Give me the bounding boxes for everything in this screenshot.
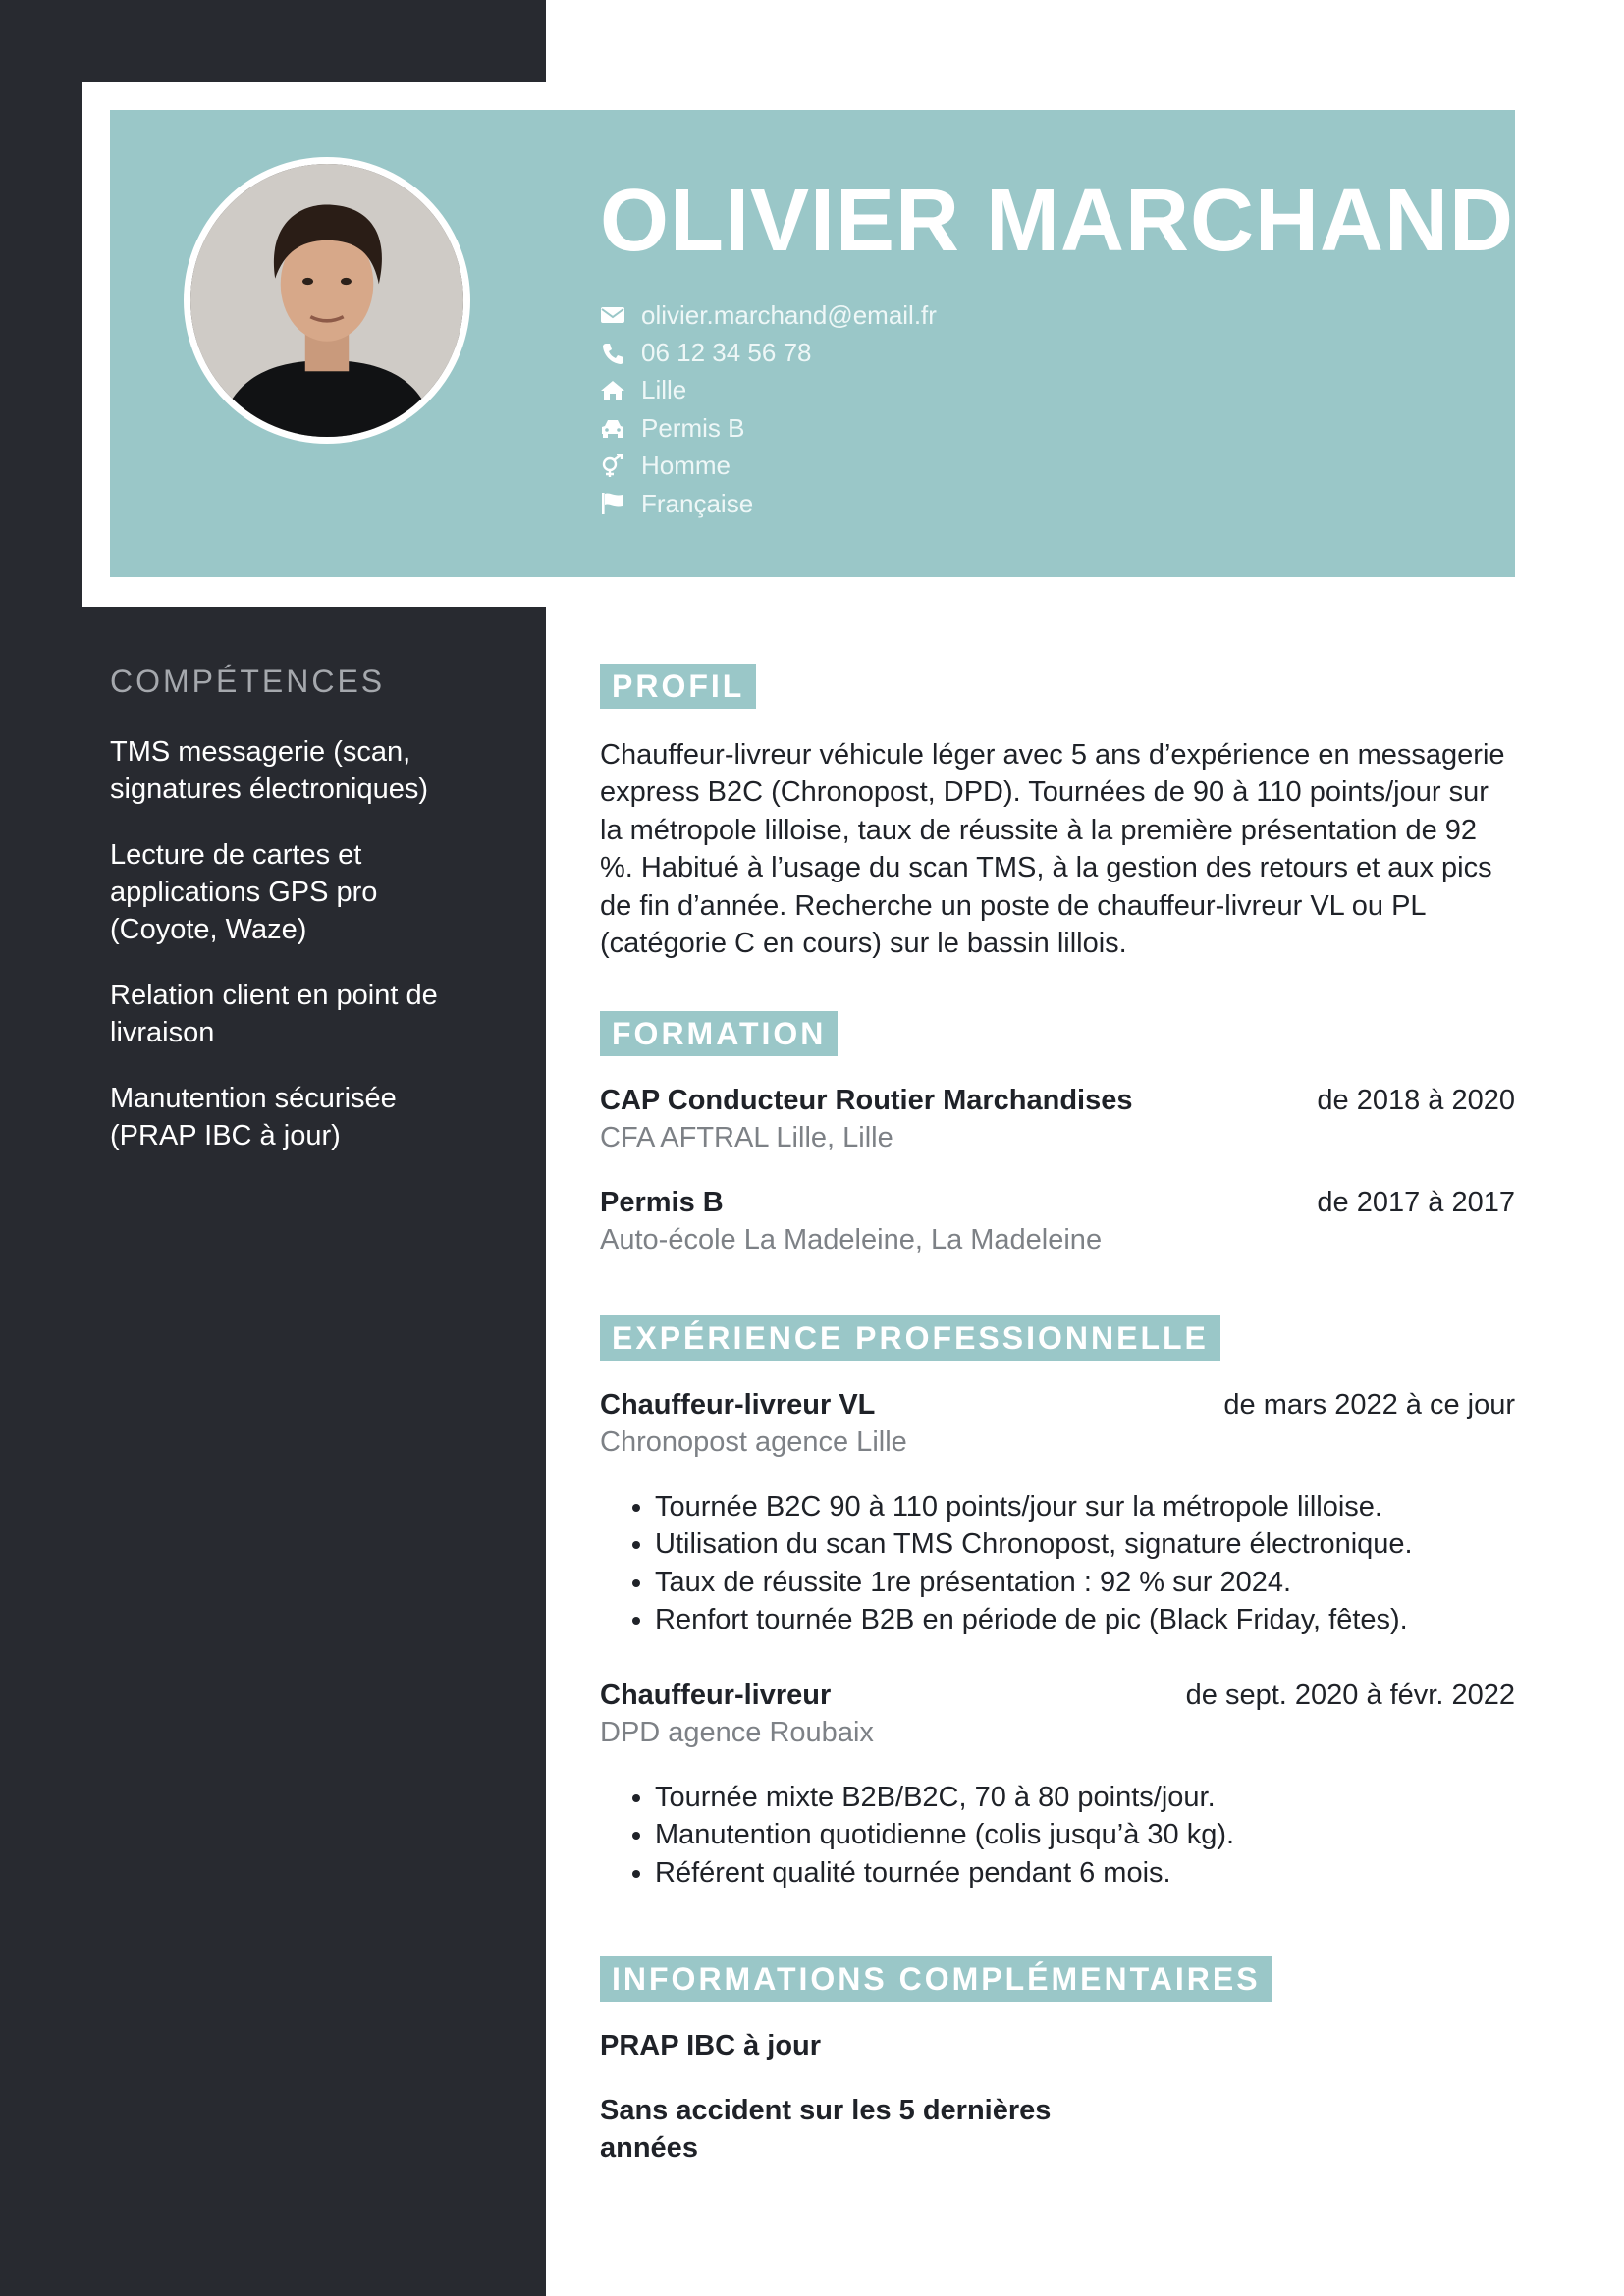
contact-gender	[600, 448, 937, 485]
education-dates: de 2017 à 2017	[1317, 1187, 1515, 1218]
experience-entry	[600, 1386, 1515, 1639]
job-bullet: • Manutention quotidienne (colis jusqu’à 30 kg).	[655, 1816, 1515, 1853]
gender-icon	[600, 454, 625, 478]
skill-item: Relation client en point de livraison	[110, 980, 438, 1048]
flag-icon	[600, 492, 625, 515]
contact-list	[600, 296, 937, 522]
job-bullets	[655, 1779, 1515, 1892]
skill-item: Manutention sécurisée (PRAP IBC à jour)	[110, 1083, 397, 1151]
job-dates: de sept. 2020 à févr. 2022	[1185, 1680, 1515, 1711]
contact-license-text: Permis B	[641, 412, 745, 443]
contact-gender-text: Homme	[641, 451, 731, 481]
job-bullet: • Renfort tournée B2B en période de pic (Black Friday, fêtes).	[655, 1601, 1515, 1638]
contact-phone-text: 06 12 34 56 78	[641, 338, 812, 368]
contact-email-text: olivier.marchand@email.fr	[641, 299, 937, 330]
contact-city-text: Lille	[641, 375, 687, 405]
job-bullet: • Tournée B2C 90 à 110 points/jour sur la métropole lilloise.	[655, 1488, 1515, 1525]
job-bullet: • Taux de réussite 1re présentation : 92 % sur 2024.	[655, 1564, 1515, 1601]
education-title: FORMATION	[600, 1011, 838, 1056]
experience-section	[600, 1315, 1515, 1924]
education-section	[600, 1011, 1515, 1306]
contact-city	[600, 372, 937, 409]
experience-entry	[600, 1677, 1515, 1892]
portrait-image	[190, 164, 463, 437]
experience-title: EXPÉRIENCE PROFESSIONNELLE	[600, 1315, 1220, 1361]
skill-item: TMS messagerie (scan, signatures électroniques)	[110, 736, 429, 805]
job-bullet: • Utilisation du scan TMS Chronopost, signature électronique.	[655, 1525, 1515, 1563]
profile-title: PROFIL	[600, 664, 756, 709]
profile-section	[600, 664, 1515, 962]
contact-nationality-text: Française	[641, 488, 754, 518]
profile-text: Chauffeur-livreur véhicule léger avec 5 ans d’expérience en messagerie express B2C (Chronopost, DPD). Tournées de 90 à 110 points/jour sur la métropole lilloise, taux de réussite à la première présentation de 92 %. Habitué à l’usage du scan TMS, à la gestion des retours et aux pics de fin d’année. Recherche un poste de chauffeur-livreur VL ou PL (catégorie C en cours) sur le bassin lillois.	[600, 739, 1505, 960]
education-degree: Permis B	[600, 1187, 724, 1218]
candidate-name: OLIVIER MARCHAND	[600, 172, 1514, 270]
education-entry	[600, 1184, 1515, 1258]
job-company: Chronopost agence Lille	[600, 1426, 907, 1458]
job-bullets	[655, 1488, 1515, 1639]
additional-info-title: INFORMATIONS COMPLÉMENTAIRES	[600, 1956, 1272, 2002]
additional-info-section	[600, 1956, 1515, 2192]
skills-section	[110, 664, 483, 1183]
contact-phone[interactable]	[600, 334, 937, 371]
contact-nationality	[600, 485, 937, 522]
envelope-icon	[600, 303, 625, 327]
education-dates: de 2018 à 2020	[1317, 1085, 1515, 1116]
info-item: PRAP IBC à jour	[600, 2030, 822, 2061]
job-title: Chauffeur-livreur VL	[600, 1389, 876, 1420]
car-icon	[600, 416, 625, 440]
skills-title: COMPÉTENCES	[110, 664, 386, 699]
job-bullet: • Référent qualité tournée pendant 6 mois.	[655, 1854, 1515, 1892]
contact-email[interactable]	[600, 296, 937, 334]
education-entry	[600, 1082, 1515, 1156]
education-school: Auto-école La Madeleine, La Madeleine	[600, 1224, 1103, 1255]
education-school: CFA AFTRAL Lille, Lille	[600, 1122, 893, 1153]
job-bullet: • Tournée mixte B2B/B2C, 70 à 80 points/jour.	[655, 1779, 1515, 1816]
contact-license	[600, 409, 937, 447]
job-title: Chauffeur-livreur	[600, 1680, 832, 1711]
phone-icon	[600, 342, 625, 365]
job-dates: de mars 2022 à ce jour	[1223, 1389, 1515, 1420]
home-icon	[600, 379, 625, 402]
skill-item: Lecture de cartes et applications GPS pro (Coyote, Waze)	[110, 839, 378, 945]
info-item: Sans accident sur les 5 dernières années	[600, 2095, 1052, 2164]
avatar	[184, 157, 470, 444]
education-degree: CAP Conducteur Routier Marchandises	[600, 1085, 1133, 1116]
job-company: DPD agence Roubaix	[600, 1717, 874, 1748]
